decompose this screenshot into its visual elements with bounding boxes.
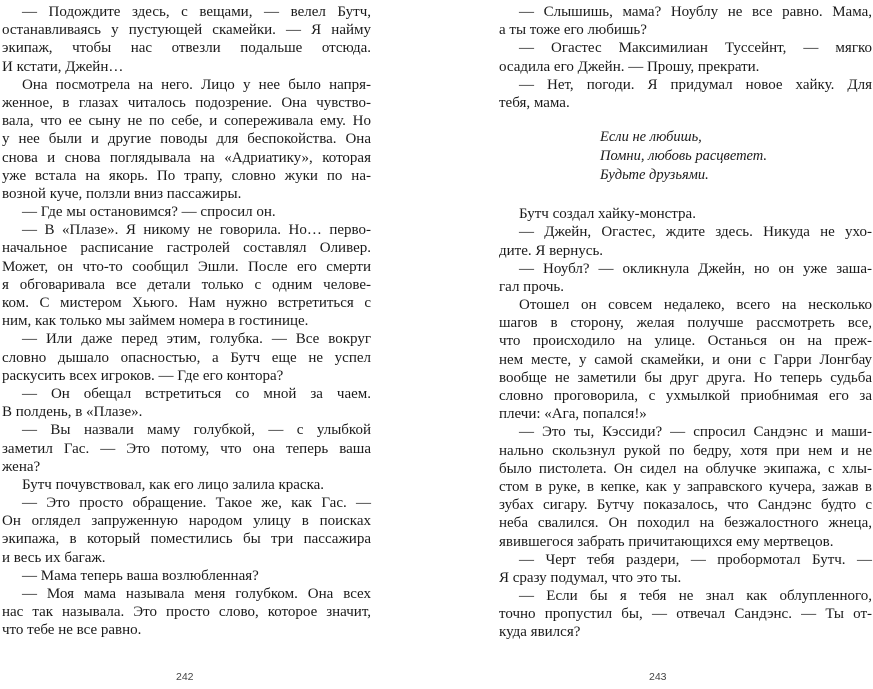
text-block-after-haiku: [499, 205, 872, 642]
paragraph: [2, 330, 371, 385]
text-line: стом в руке, в кепке, как у заправского кучера, зажав в: [499, 478, 872, 495]
text-line: снова и снова поглядывала на «Адриатику», которая: [2, 149, 371, 166]
text-line: я обговаривала все детали только с одним челове-: [2, 276, 371, 293]
page-number-right: 243: [649, 671, 667, 683]
text-line: ним, как только мы займем номера в гостинице.: [2, 313, 309, 330]
text-line: осадила его Джейн. — Прошу, прекрати.: [499, 58, 760, 75]
text-line: — Нет, погоди. Я придумал новое хайку. Для: [519, 76, 872, 93]
text-line: Бутч почувствовал, как его лицо залила краска.: [22, 476, 325, 493]
text-line: — Ноубл? — окликнула Джейн, но он уже заша-: [519, 260, 872, 277]
paragraph: [2, 385, 371, 421]
paragraph: [2, 421, 371, 476]
text-line: — Огастес Максимилиан Туссейнт, — мягко: [519, 40, 872, 57]
text-line: куда явился?: [499, 624, 581, 641]
text-line: — Это просто обращение. Такое же, как Гас. —: [22, 495, 371, 512]
text-line: — Мама теперь ваша возлюбленная?: [22, 567, 259, 584]
paragraph: [2, 585, 371, 640]
text-line: начальное расписание гастролей составлял Оливер.: [2, 240, 371, 257]
text-line: — Черт тебя раздери, — пробормотал Бутч. —: [519, 551, 872, 568]
paragraph: [499, 296, 872, 423]
text-line: — Если бы я тебя не знал как облупленного,: [519, 588, 872, 605]
paragraph: [499, 3, 872, 39]
paragraph: [499, 551, 872, 587]
left-page-text: [2, 3, 371, 640]
text-line: Она посмотрела на него. Лицо у нее было напря-: [22, 76, 371, 93]
paragraph: [2, 494, 371, 567]
text-line: — Вы назвали маму голубкой, — с улыбкой: [22, 422, 371, 439]
haiku-poem: [600, 128, 872, 185]
text-line: дите. Я вернусь.: [499, 242, 604, 259]
paragraph: [499, 587, 872, 642]
haiku-line: Будьте друзьями.: [600, 167, 709, 184]
text-line: явившегося забрать причитающихся ему мертвецов.: [499, 533, 834, 550]
text-line: а ты тоже его любишь?: [499, 22, 647, 39]
text-line: В полдень, в «Плазе».: [2, 404, 143, 421]
text-line: нас так называла. Это просто слово, которое значит,: [2, 604, 371, 621]
text-line: — Это ты, Кэссиди? — спросил Сандэнс и маши-: [519, 424, 872, 441]
text-line: что происходило на улице. Останься он на преж-: [499, 333, 872, 350]
text-line: словно проговорила, с ухмылкой приобнимая его за: [499, 388, 872, 404]
text-line: Бутч создал хайку-монстра.: [519, 206, 696, 223]
text-line: Может, он что-то сообщил Эшли. После его смерти: [2, 258, 371, 275]
text-line: точно пропустил бы, — отвечал Сандэнс. — Ты от-: [499, 606, 872, 623]
text-line: вообще не заметили бы друг друга. Но теперь судьба: [499, 369, 872, 386]
text-line: экипаж, чтобы нас отвезли подальше отсюда.: [2, 40, 371, 57]
text-block-before-haiku: [499, 3, 872, 112]
text-line: было пистолета. Он сидел на облучке экипажа, с хлы-: [499, 460, 872, 477]
text-line: — Подождите здесь, с вещами, — велел Бутч,: [22, 4, 371, 20]
text-line: женное, в глазах читалось подозрение. Она чувство-: [2, 94, 371, 111]
right-page-text: [499, 3, 872, 642]
paragraph: [2, 567, 371, 585]
text-line: — Джейн, Огастес, ждите здесь. Никуда не ухо-: [519, 224, 872, 241]
text-line: Я сразу подумал, что это ты.: [499, 569, 682, 586]
text-line: уже встала на якорь. По трапу, словно жуки по на-: [2, 167, 371, 184]
paragraph: [499, 205, 872, 223]
paragraph: [499, 423, 872, 550]
text-line: заметил Гас. — Это потому, что она теперь ваша: [2, 440, 371, 457]
paragraph: [499, 76, 872, 112]
page-number-left: 242: [176, 671, 194, 683]
text-line: тебя, мама.: [499, 94, 570, 111]
text-line: возной куче, ползли вниз пассажиры.: [2, 185, 242, 202]
paragraph: [499, 260, 872, 296]
text-line: раскусить всех игроков. — Где его контора?: [2, 367, 284, 384]
text-line: гал прочь.: [499, 278, 564, 295]
text-line: плечи: «Ага, попался!»: [499, 406, 647, 423]
haiku-line: Помни, любовь расцветет.: [600, 148, 768, 165]
text-line: экипажа, в который поместились бы три пассажира: [2, 531, 371, 548]
paragraph: [2, 76, 371, 203]
text-line: и весь их багаж.: [2, 549, 106, 566]
paragraph: [2, 476, 371, 494]
text-line: нально скользнул рукой по бедру, хотя при нем и не: [499, 442, 872, 459]
paragraph: [2, 203, 371, 221]
text-line: — Где мы остановимся? — спросил он.: [22, 204, 276, 221]
text-line: у нее были и другие поводы для беспокойства. Она: [2, 131, 371, 148]
text-line: неба свалился. Он походил на безжалостного жнеца,: [499, 515, 872, 532]
paragraph: [2, 221, 371, 330]
text-line: ком. С мистером Хьюго. Нам нужно встретиться с: [2, 295, 371, 311]
paragraph: [499, 223, 872, 259]
text-line: нем месте, у самой скамейки, и они с Гарри Лонгбау: [499, 351, 872, 368]
text-line: Отошел он совсем недалеко, всего на несколько: [519, 297, 872, 314]
text-line: Он оглядел запруженную народом улицу в поисках: [2, 513, 371, 530]
text-line: что тебе не все равно.: [2, 622, 142, 639]
haiku-line: Если не любишь,: [600, 129, 702, 146]
text-line: вала, что ее сыну не по себе, и сопереживала ему. Но: [2, 113, 371, 130]
paragraph: [2, 3, 371, 76]
text-line: — Слышишь, мама? Ноублу не все равно. Мама,: [519, 4, 872, 20]
text-line: шагов в сторону, желая получше рассмотреть все,: [499, 315, 872, 332]
text-line: — Моя мама называла меня голубком. Она всех: [22, 586, 371, 602]
text-line: — Или даже перед этим, голубка. — Все вокруг: [22, 331, 371, 348]
paragraph: [499, 39, 872, 75]
text-line: зубах сигару. Бутчу показалось, что Сандэнс будто с: [499, 497, 872, 514]
text-line: словно дышало опасностью, а Бутч еще не успел: [2, 349, 371, 366]
text-line: — В «Плазе». Я никому не говорила. Но… перво-: [22, 222, 371, 239]
text-line: И кстати, Джейн…: [2, 58, 124, 75]
text-line: останавливаясь у пустующей скамейки. — Я найму: [2, 22, 371, 39]
text-line: жена?: [2, 458, 41, 475]
text-line: — Он обещал встретиться со мной за чаем.: [22, 385, 371, 402]
